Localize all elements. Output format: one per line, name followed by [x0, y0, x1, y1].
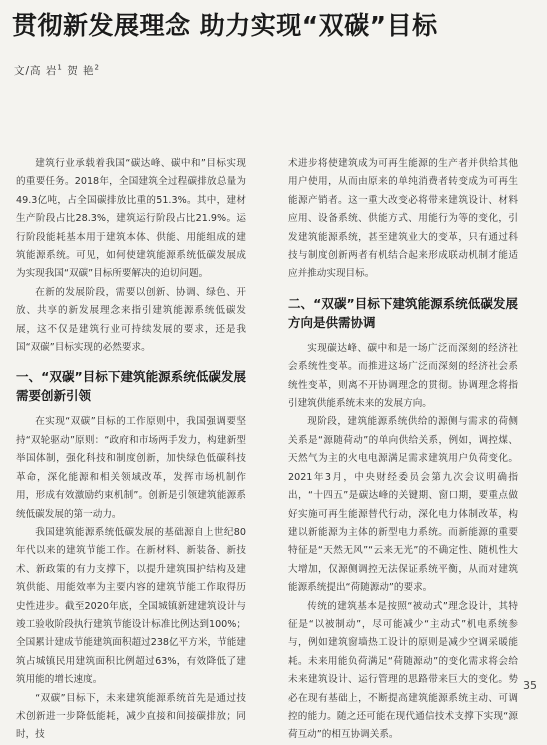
- section-heading-2: 二、“双碳”目标下建筑能源系统低碳发展方向是供需协调: [288, 295, 518, 330]
- article-title: 贯彻新发展理念 助力实现“双碳”目标: [12, 11, 438, 40]
- paragraph: 在新的发展阶段，需要以创新、协调、绿色、开放、共享的新发展理念来指引建筑能源系统低碳发展，这不仅是建筑行业可持续发展的要求，还是我国“双碳”目标实现的必然要求。: [16, 286, 246, 354]
- paragraph: 在实现“双碳”目标的工作原则中，我国强调要坚持“双轮驱动”原则：“政府和市场两手发力，构建新型举国体制，强化科技和制度创新，加快绿色低碳科技革命，深化能源和相关领域改革，发挥市场机制作用，形成有效激励约束机制”。创新是引领建筑能源系统低碳发展的第一动力。: [16, 416, 246, 520]
- paragraph: 我国建筑能源系统低碳发展的基础源自上世纪80年代以来的建筑节能工作。在新材料、新装备、新技术、新政策的有力支撑下，以提升建筑围护结构及建筑供能、用能效率为主要内容的建筑节能工作取得历史性进步。截至2020年底，全国城镇新建建筑设计与竣工验收阶段执行建筑节能设计标准比例达到100%；全国累计建成节能建筑面积超过238亿平方米，节能建筑占城镇民用建筑面积比例超过63%，有效降低了建筑用能的增长速度。: [16, 526, 246, 686]
- author-1-affiliation: 1: [57, 63, 63, 72]
- author-1: 高 岩: [30, 65, 58, 77]
- right-column: [288, 155, 518, 745]
- paragraph: 建筑行业承载着我国“碳达峰、碳中和”目标实现的重要任务。2018年，全国建筑全过程碳排放总量为49.3亿吨，占全国碳排放比重的51.3%。其中，建材生产阶段占比28.3%，建筑运行阶段占比21.9%。运行阶段能耗基本用于建筑本体、供能、用能组成的建筑能源系统。可见，如何使建筑能源系统低碳发展成为实现我国“双碳”目标所要解决的迫切问题。: [16, 158, 246, 280]
- paragraph-continued: 术进步将使建筑成为可再生能源的生产者并供给其他用户使用，从而由原来的单纯消费者转变成为可再生能源产销者。这一重大改变必将带来建筑设计、材料应用、设备系统、供能方式、用能行为等的变化，引发建筑能源系统，甚至建筑业大的变革，只有通过科技与制度创新两者有机结合起来形成联动机制才能适应并推动实现目标。: [288, 158, 518, 280]
- author-prefix: 文/: [14, 65, 31, 77]
- author-2: 贺 艳: [67, 65, 95, 77]
- page-number: 35: [523, 679, 537, 692]
- author-2-affiliation: 2: [94, 63, 101, 72]
- section-heading-1: 一、“双碳”目标下建筑能源系统低碳发展需要创新引领: [16, 369, 246, 404]
- author-line: [14, 63, 100, 78]
- paragraph: 现阶段，建筑能源系统供给的源侧与需求的荷侧关系是“源随荷动”的单向供给关系，例如，调控煤、天然气为主的火电电源满足需求建筑用户负荷变化。2021年3月，中央财经委员会第九次会议明确指出，“十四五”是碳达峰的关键期、窗口期，要重点做好实施可再生能源替代行动，深化电力体制改革，构建以新能源为主体的新型电力系统。而新能源的重要特征是“天然无风”“云来无光”的不确定性、随机性大大增加，仅源侧调控无法保证系统平衡，从而对建筑能源系统提出“荷随源动”的要求。: [288, 416, 518, 594]
- left-column: [16, 155, 246, 745]
- paragraph: 传统的建筑基本是按照“被动式”理念设计，其特征是“以被制动”，尽可能减少“主动式”机电系统参与，例如建筑窗墙热工设计的原则是减少空调采暖能耗。未来用能负荷满足“荷随源动”的变化需求将会给未来建筑设计、运行管理的思路带来巨大的变化。势必在现有基础上，不断提高建筑能源系统主动、可调控的能力。随之还可能在现代通信技术支撑下实现“源荷互动”的相互协调关系。: [288, 600, 518, 741]
- paragraph: 实现碳达峰、碳中和是一场广泛而深刻的经济社会系统性变革。而推进这场广泛而深刻的经济社会系统性变革，则离不开协调理念的贯彻。协调理念将指引建筑供能系统未来的发展方向。: [288, 342, 518, 410]
- paragraph: “双碳”目标下，未来建筑能源系统首先是通过技术创新进一步降低能耗，减少直接和间接碳排放；同时，技: [16, 692, 246, 741]
